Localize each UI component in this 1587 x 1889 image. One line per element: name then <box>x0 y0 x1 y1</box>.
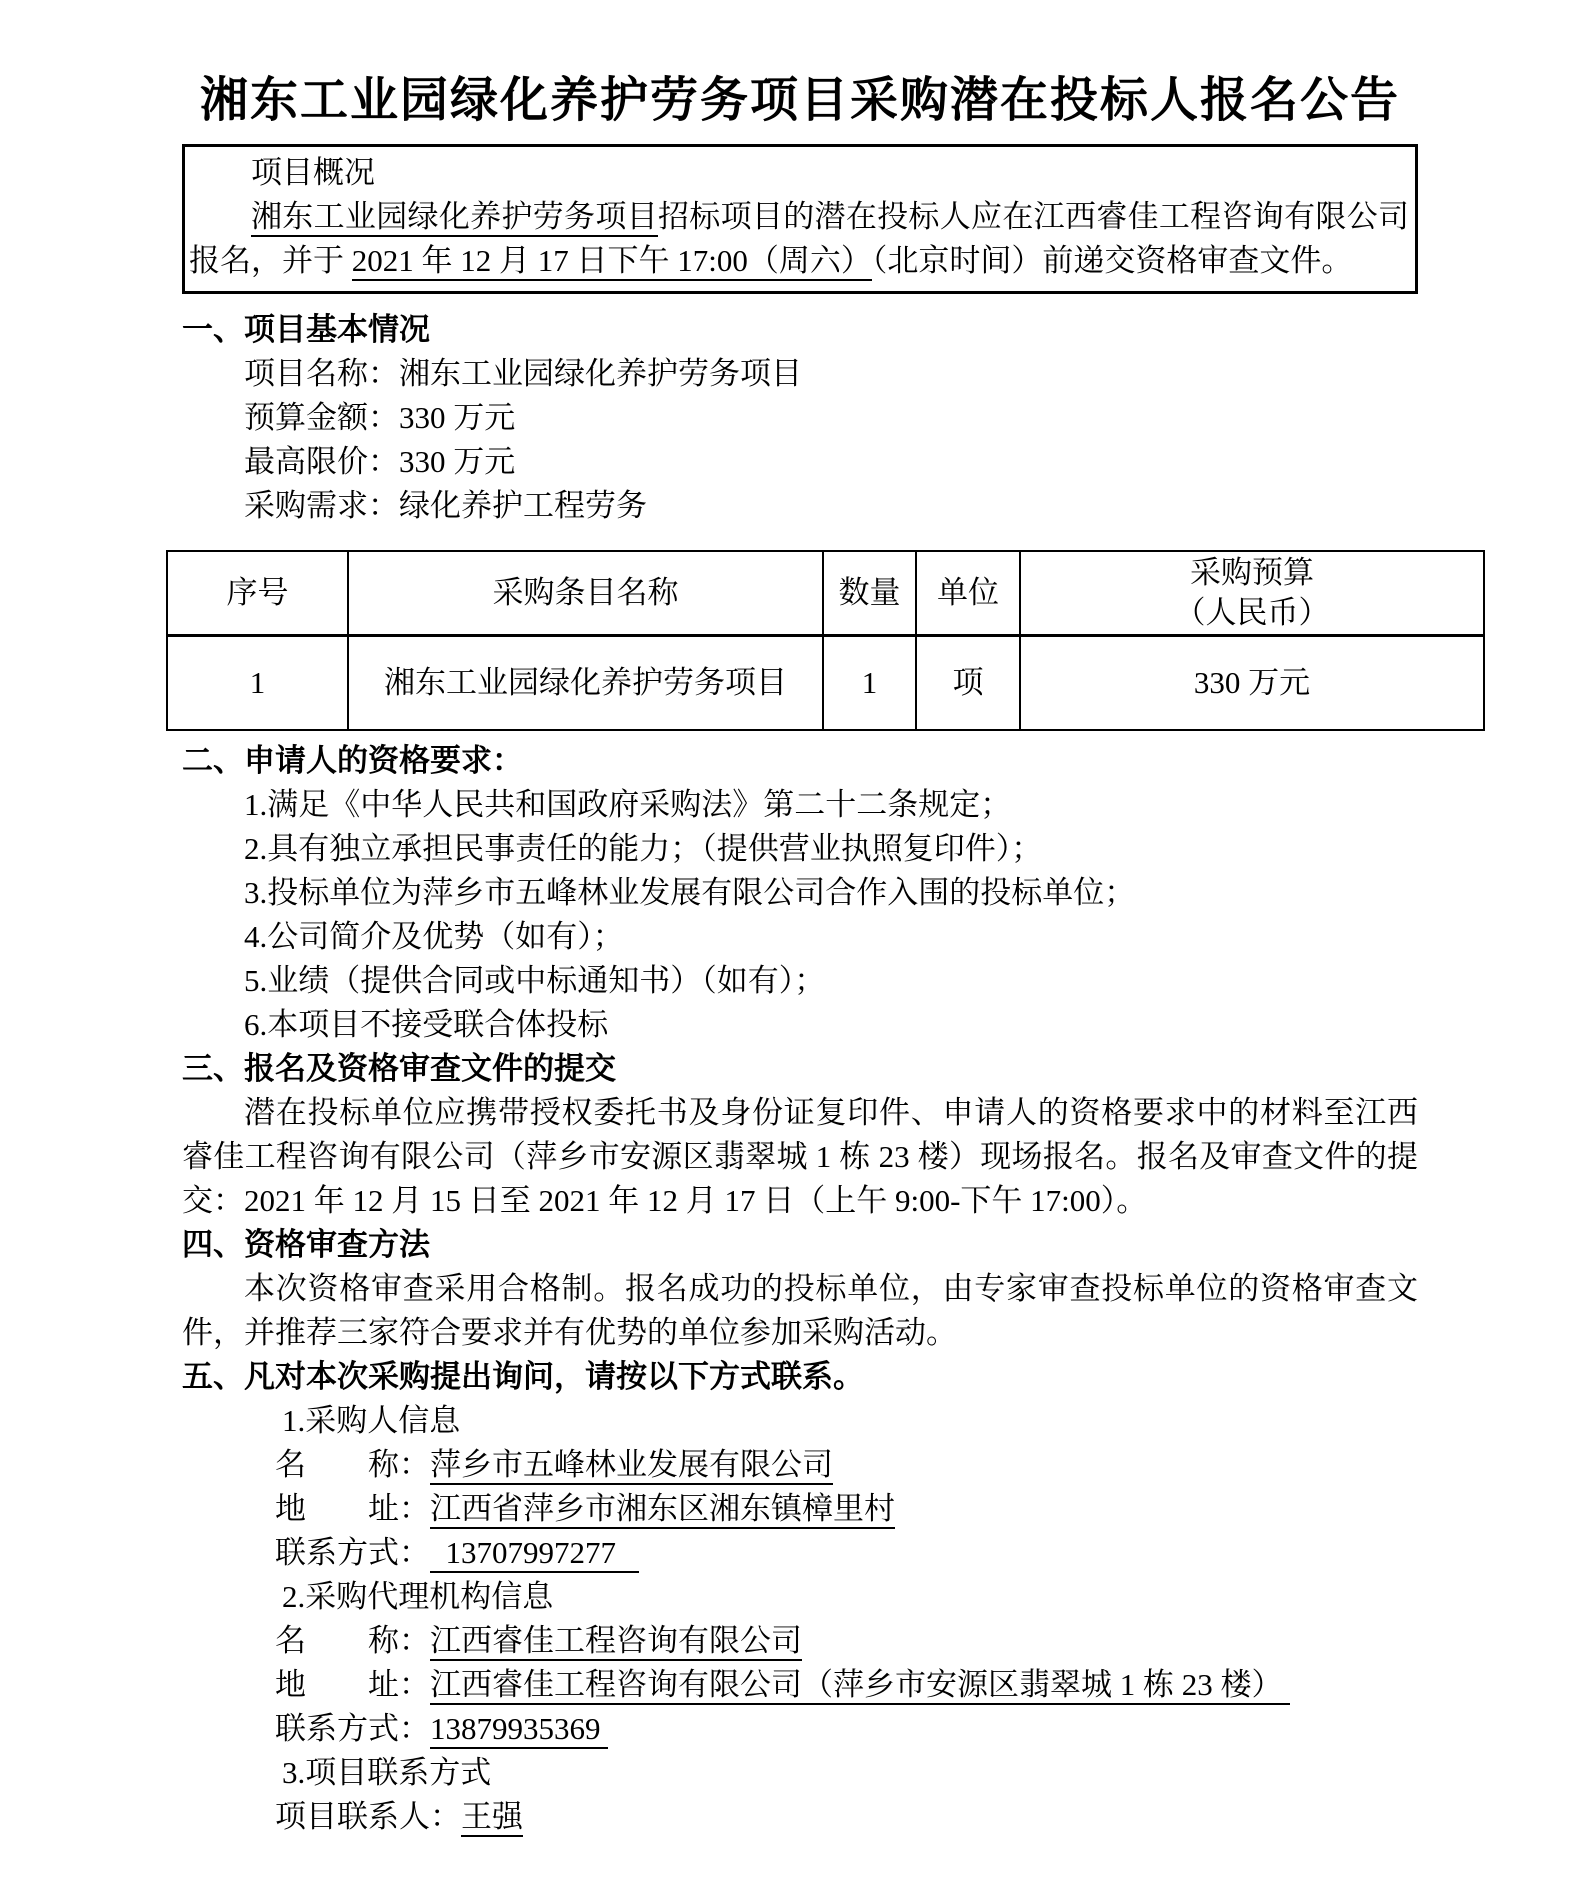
agency-address-line <box>182 1663 1418 1707</box>
agency-address-value: 江西睿佳工程咨询有限公司（萍乡市安源区翡翠城 1 栋 23 楼） <box>430 1667 1290 1705</box>
table-header-budget-line1: 采购预算 <box>1190 554 1314 590</box>
page-title: 湘东工业园绿化养护劳务项目采购潜在投标人报名公告 <box>199 74 1400 127</box>
table-cell-seq: 1 <box>167 635 348 730</box>
procurement-demand-line: 采购需求：绿化养护工程劳务 <box>244 488 647 523</box>
section-2-heading: 二、申请人的资格要求： <box>182 743 523 778</box>
overview-label: 项目概况 <box>251 155 375 190</box>
table-header-row <box>167 551 1484 635</box>
purchaser-name-line <box>182 1443 1418 1487</box>
agency-name-line <box>182 1619 1418 1663</box>
overview-text-tail: （北京时间）前递交资格审查文件。 <box>871 243 1353 278</box>
section-3-paragraph: 潜在投标单位应携带授权委托书及身份证复印件、申请人的资格要求中的材料至江西睿佳工程咨询有限公司（萍乡市安源区翡翠城 1 栋 23 楼）现场报名。报名及审查文件的提交：2021 年 12 月 15 日至 2021 年 12 月 17 日（上午 9:00-下午 17:00）。 <box>182 1095 1418 1218</box>
table-header-budget <box>1020 551 1484 635</box>
project-contact-value: 王强 <box>461 1799 523 1837</box>
qualification-item-4: 4.公司简介及优势（如有）； <box>244 919 624 954</box>
agency-phone-line <box>182 1707 1418 1751</box>
overview-deadline: 2021 年 12 月 17 日下午 17:00（周六） <box>352 243 872 281</box>
table-header-budget-line2: （人民币） <box>1174 594 1330 630</box>
purchaser-name-label: 名 称： <box>275 1447 430 1482</box>
section-3-heading: 三、报名及资格审查文件的提交 <box>182 1051 616 1086</box>
section-4-paragraph: 本次资格审查采用合格制。报名成功的投标单位，由专家审查投标单位的资格审查文件，并推荐三家符合要求并有优势的单位参加采购活动。 <box>182 1271 1418 1350</box>
purchaser-subheading: 1.采购人信息 <box>282 1403 461 1438</box>
project-contact-label: 项目联系人： <box>275 1799 461 1834</box>
budget-amount-line: 预算金额：330 万元 <box>244 400 516 435</box>
procurement-items-table <box>166 550 1485 731</box>
overview-text-middle: 招标项目的潜在投标人应在江西睿佳工程咨询有限公司报名，并于 <box>189 199 1410 278</box>
table-cell-item-name: 湘东工业园绿化养护劳务项目 <box>348 635 823 730</box>
project-contact-subheading: 3.项目联系方式 <box>282 1755 492 1790</box>
table-header-unit: 单位 <box>916 551 1020 635</box>
overview-project-name: 湘东工业园绿化养护劳务项目 <box>251 199 658 237</box>
agency-phone-value: 13879935369 <box>430 1711 608 1749</box>
table-cell-unit: 项 <box>916 635 1020 730</box>
purchaser-address-label: 地 址： <box>275 1491 430 1526</box>
table-cell-budget: 330 万元 <box>1020 635 1484 730</box>
agency-name-value: 江西睿佳工程咨询有限公司 <box>430 1623 802 1661</box>
purchaser-name-value: 萍乡市五峰林业发展有限公司 <box>430 1447 833 1485</box>
section-1-heading: 一、项目基本情况 <box>182 312 430 347</box>
purchaser-phone-value: 13707997277 <box>430 1535 639 1573</box>
agency-name-label: 名 称： <box>275 1623 430 1658</box>
qualification-item-1: 1.满足《中华人民共和国政府采购法》第二十二条规定； <box>244 787 1012 822</box>
table-header-seq: 序号 <box>167 551 348 635</box>
qualification-item-3: 3.投标单位为萍乡市五峰林业发展有限公司合作入围的投标单位； <box>244 875 1136 910</box>
table-cell-quantity: 1 <box>823 635 916 730</box>
project-contact-line <box>182 1795 1418 1839</box>
qualification-item-6: 6.本项目不接受联合体投标 <box>244 1007 609 1042</box>
qualification-item-5: 5.业绩（提供合同或中标通知书）（如有）； <box>244 963 826 998</box>
table-row <box>167 635 1484 730</box>
section-5-heading: 五、凡对本次采购提出询问，请按以下方式联系。 <box>182 1359 864 1394</box>
section-4-heading: 四、资格审查方法 <box>182 1227 430 1262</box>
purchaser-address-line <box>182 1487 1418 1531</box>
project-name-line: 项目名称：湘东工业园绿化养护劳务项目 <box>244 356 802 391</box>
purchaser-phone-line <box>182 1531 1418 1575</box>
overview-paragraph <box>189 195 1409 283</box>
table-header-item-name: 采购条目名称 <box>348 551 823 635</box>
purchaser-address-value: 江西省萍乡市湘东区湘东镇樟里村 <box>430 1491 895 1529</box>
agency-phone-label: 联系方式： <box>275 1711 430 1746</box>
qualification-item-2: 2.具有独立承担民事责任的能力；（提供营业执照复印件）； <box>244 831 1043 866</box>
overview-box <box>182 144 1418 294</box>
agency-address-label: 地 址： <box>275 1667 430 1702</box>
purchaser-phone-label: 联系方式： <box>275 1535 430 1570</box>
table-header-quantity: 数量 <box>823 551 916 635</box>
agency-subheading: 2.采购代理机构信息 <box>282 1579 554 1614</box>
max-price-line: 最高限价：330 万元 <box>244 444 516 479</box>
